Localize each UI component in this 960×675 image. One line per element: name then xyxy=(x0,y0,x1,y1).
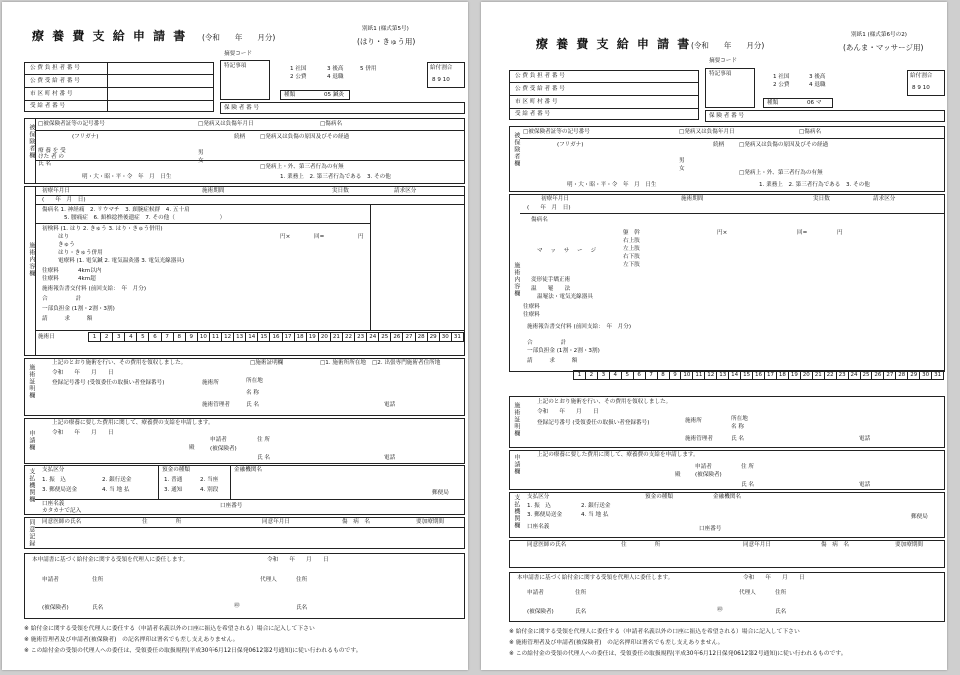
clinic-name-label: 名 称 xyxy=(246,390,259,396)
proxy-applicant-label: 申請者 xyxy=(42,577,59,583)
account-type-right: 預金の種類 xyxy=(645,494,673,500)
account-holder-label: 口座名義 xyxy=(42,501,65,507)
account-number-label: 口座番号 xyxy=(220,503,243,509)
public-recipient-label: 公 費 受 給 者 番 号 xyxy=(30,78,80,84)
post-office-label: 郵便局 xyxy=(432,490,449,496)
proxy-label-right: 代理人 xyxy=(739,590,756,596)
outbound-2: 往療料 xyxy=(42,276,59,282)
type-2: 2 公費 xyxy=(290,74,307,80)
side-application: 申請欄 xyxy=(27,430,35,451)
phone-right: 電話 xyxy=(859,436,871,442)
warm-compress-label: 温 罨 法 xyxy=(531,286,571,292)
note-3-right: ※ この給付金の受領の代理人への委任は、受領委任の取扱規程(平成30年6月12日保発0612第2号通知)に従い行われるものです。 xyxy=(509,651,847,657)
post-office-right: 郵便局 xyxy=(911,514,928,520)
proxy-applicant-right: 申請者 xyxy=(527,590,544,596)
consent-period-right: 要加療期間 xyxy=(895,542,923,548)
unit-yen: 円 xyxy=(358,234,364,240)
account-opt-4: 4. 別段 xyxy=(200,487,219,493)
proxy-name-right: 氏名 xyxy=(575,609,587,615)
era-date-text: ( 年 月 日) xyxy=(42,197,86,203)
part-right-arm: 右上肢 xyxy=(623,238,640,244)
applicant-name-label: 氏 名 xyxy=(257,455,270,461)
account-opt-2: 2. 当座 xyxy=(200,477,219,483)
form-hari-kyu xyxy=(2,2,468,670)
proxy-insured-label: (被保険者) xyxy=(42,605,69,611)
note-2-right: ※ 施術管理者及び申請者(被保険者) の記名押印は署名でも差し支えありません。 xyxy=(509,640,724,646)
disease-right: □ 傷病名 xyxy=(799,129,821,135)
gender-male: 男 xyxy=(198,150,204,156)
third-party-opts-right: 1. 業務上 2. 第三者行為である 3. その他 xyxy=(759,182,870,188)
phone-label: 電話 xyxy=(384,402,396,408)
pay-type-right: 支払区分 xyxy=(527,494,550,500)
applicant-phone-label: 電話 xyxy=(384,455,396,461)
form-number: 別紙1 (様式第5号) xyxy=(362,26,409,32)
proxy-address: 住所 xyxy=(296,577,308,583)
side-payment-right: 支払機関欄 xyxy=(512,494,520,529)
proxy-addr-right: 住所 xyxy=(775,590,787,596)
doc-fee-label: 施術報告書交付料 (前回支給： 年 月分) xyxy=(42,286,147,292)
cert-date-right: 令和 年 月 日 xyxy=(537,409,599,415)
type-2-right: 2 公費 xyxy=(773,82,790,88)
practitioner-name-label: 氏 名 xyxy=(246,402,259,408)
insured-person-right: (被保険者) xyxy=(695,472,722,478)
birth-right: 明・大・昭・平・令 年 月 日生 xyxy=(567,182,657,188)
account-type-label: 預金の種類 xyxy=(162,467,190,473)
benefit-ratio-label: 給付割合 xyxy=(430,65,453,71)
bank-name-right: 金融機関名 xyxy=(713,494,741,500)
bank-name-label: 金融機関名 xyxy=(234,467,262,473)
warm-electric-label: 温罨法・電気光線器具 xyxy=(537,294,593,300)
account-number-right: 口座番号 xyxy=(699,526,722,532)
fee-kyu: きゅう xyxy=(58,242,75,248)
third-party-right: □ 発病上・外、第三者行為の有無 xyxy=(739,170,823,176)
gender-female: 女 xyxy=(198,158,204,164)
account-opt-3: 3. 通知 xyxy=(164,487,183,493)
patient-name-label: 療 養 を 受 けた 者 の 氏 名 xyxy=(38,148,66,167)
consent-date-right: 同意年月日 xyxy=(743,542,771,548)
cert-note-right: 上記のとおり施術を行い、その費用を領収しました。 xyxy=(537,399,672,405)
period-right: 施術期間 xyxy=(681,196,704,202)
day-grid-right: 1 2 3 4 5 6 7 8 9 10 11 12 13 14 15 16 17 18 19 20 21 22 23 24 25 26 27 28 29 30 31 xyxy=(573,370,944,380)
part-left-arm: 左上肢 xyxy=(623,246,640,252)
disease-item-1: 傷病名 1. 神経痛 2. リウマチ 3. 頚腕症候群 4. 五十肩 xyxy=(42,207,190,213)
city-number-right: 市 区 町 村 番 号 xyxy=(515,99,558,105)
first-exam-label: 初療年月日 xyxy=(42,188,70,194)
copay-right: 一部負担金 (1割・2割・3割) xyxy=(527,348,600,354)
relation-right: 続柄 xyxy=(713,142,725,148)
cause-right: □ 発病又は負傷の原因及びその経過 xyxy=(739,142,828,148)
practitioner-label: 施術管理者 xyxy=(202,402,230,408)
gender-female-right: 女 xyxy=(679,166,685,172)
note-1-right: ※ 給付金に関する受領を代理人に委任する（申請者名義以外の口座に振込を希望される）場合に記入して下さい xyxy=(509,629,800,635)
pay-opt-4: 4. 当 地 払 xyxy=(102,487,130,493)
consent-section xyxy=(24,517,465,549)
unit-right-3: 円 xyxy=(837,230,843,236)
public-recipient-right: 公 費 受 給 者 番 号 xyxy=(515,86,565,92)
unit-right-2: 回= xyxy=(797,230,808,236)
city-number-label: 市 区 町 村 番 号 xyxy=(30,91,73,97)
fee-electro: 電療料 (1. 電気鍼 2. 電気温灸器 3. 電気光線器具) xyxy=(58,258,185,264)
onset-right: □ 発病又は負傷年月日 xyxy=(679,129,735,135)
recipient-number-label: 受 給 者 番 号 xyxy=(30,103,66,109)
furigana-right: (フリガナ) xyxy=(557,142,584,148)
clinic-label: 施術所 xyxy=(202,380,219,386)
correction-label: 変形徒手矯正術 xyxy=(531,277,571,283)
period-label: 施術期間 xyxy=(202,188,225,194)
seal-mark: ㊞ xyxy=(234,603,240,609)
practitioner-name-right: 氏 名 xyxy=(731,436,744,442)
side-cert-right: 施術証明欄 xyxy=(512,402,520,437)
applicant-address-right: 住 所 xyxy=(741,464,754,470)
massage-label: マ ッ サ ー ジ xyxy=(537,248,600,254)
doc-fee-right: 施術報告書交付料 (前回支給： 年 月分) xyxy=(527,324,632,330)
consent-disease-label: 傷 病 名 xyxy=(342,519,370,525)
proxy-name2-label: 氏名 xyxy=(296,605,308,611)
fee-combined: はり・きゅう併用 xyxy=(58,250,103,256)
insurer-number-label: 保 険 者 番 号 xyxy=(224,105,260,111)
form-number-right: 別紙1 (様式第6号の2) xyxy=(851,32,907,38)
proxy-text: 本申請書に基づく給付金に関する受領を代理人に委任します。 xyxy=(32,557,189,563)
onset-date-label: □ 発病又は負傷年月日 xyxy=(198,121,254,127)
benefit-values-right: 8 9 10 xyxy=(912,85,930,91)
cert-check-1: □ 施術証明欄 xyxy=(250,360,283,366)
day-grid: 1 2 3 4 5 6 7 8 9 10 11 12 13 14 15 16 17 18 19 20 21 22 23 24 25 26 27 28 29 30 31 xyxy=(88,332,464,342)
copay-label: 一部負担金 (1割・2割・3割) xyxy=(42,306,115,312)
cert-check-2: □ 1. 施術所所在地 xyxy=(320,360,366,366)
pay-type-label: 支払区分 xyxy=(42,467,65,473)
type-3-right: 3 後高 xyxy=(809,74,826,80)
furigana-label: (フリガナ) xyxy=(72,134,99,140)
claim-type-label: 請求区分 xyxy=(394,188,417,194)
benefit-values: 8 9 10 xyxy=(432,77,450,83)
proxy-applicant-address: 住所 xyxy=(92,577,104,583)
proxy-label: 代理人 xyxy=(260,577,277,583)
clinic-right: 施術所 xyxy=(685,418,702,424)
proxy-text-right: 本申請書に基づく給付金に関する受領を代理人に委任します。 xyxy=(517,575,674,581)
applicant-name-right: 氏 名 xyxy=(741,482,754,488)
seal-mark-right: ㊞ xyxy=(717,607,723,613)
consent-right xyxy=(509,540,945,568)
consent-address-label: 住 所 xyxy=(142,519,182,525)
disease-label: □ 傷病名 xyxy=(320,121,342,127)
birth-date: 明・大・昭・平・令 年 月 日生 xyxy=(82,174,172,180)
treatment-days-label: 施術日 xyxy=(38,334,55,340)
insurer-number-label-right: 保 険 者 番 号 xyxy=(709,113,745,119)
side-certification: 施術証明欄 xyxy=(27,364,35,399)
note-2: ※ 施術管理者及び申請者(被保険者) の記名押印は署名でも差し支えありません。 xyxy=(24,637,239,643)
category-value-right: 06 マ xyxy=(807,100,822,106)
consent-disease-right: 傷 病 名 xyxy=(821,542,849,548)
side-insured-right: 被保険者欄 xyxy=(512,132,520,167)
form-type: (はり・きゅう用) xyxy=(357,37,416,46)
applicant-address-label: 住 所 xyxy=(257,437,270,443)
part-left-leg: 左下肢 xyxy=(623,262,640,268)
public-insurer-right: 公 費 負 担 者 番 号 xyxy=(515,73,565,79)
outbound-right-1: 往療料 xyxy=(523,304,540,310)
recipient-number-right: 受 給 者 番 号 xyxy=(515,111,551,117)
side-treatment: 施術内容欄 xyxy=(27,242,35,277)
insured-sign-label: □ 被保険者証等の記号番号 xyxy=(38,121,105,127)
apply-date: 令和 年 月 日 xyxy=(52,430,114,436)
proxy-date-right: 令和 年 月 日 xyxy=(743,575,805,581)
public-insurer-label: 公 費 負 担 者 番 号 xyxy=(30,65,80,71)
gender-male-right: 男 xyxy=(679,158,685,164)
pay-opt-1: 1. 振 込 xyxy=(42,477,66,483)
insured-sign-right: □ 被保険者証等の記号番号 xyxy=(523,129,590,135)
dono-text: 殿 xyxy=(189,445,195,451)
account-opt-1: 1. 普通 xyxy=(164,477,183,483)
outbound-sub-1: 4km以内 xyxy=(78,268,102,274)
pay-opt-3: 3. 郵便局送金 xyxy=(42,487,78,493)
apply-text: 上記の療養に要した費用に関して、療養費の支給を申請します。 xyxy=(52,420,214,426)
relation-label: 続柄 xyxy=(234,134,246,140)
note-1: ※ 給付金に関する受領を代理人に委任する（申請者名義以外の口座に振込を希望される）場合に記入して下さい xyxy=(24,626,315,632)
cert-note: 上記のとおり施術を行い、その費用を領収しました。 xyxy=(52,360,187,366)
form-title-right: 療 養 費 支 給 申 請 書 xyxy=(536,37,692,51)
pay-opt-1-right: 1. 振 込 xyxy=(527,503,551,509)
unit-yen-times: 円× xyxy=(280,234,291,240)
days-label: 実日数 xyxy=(332,188,349,194)
days-right: 実日数 xyxy=(813,196,830,202)
clinic-name-right: 名 称 xyxy=(731,424,744,430)
form-title: 療 養 費 支 給 申 請 書 xyxy=(32,29,188,43)
applicant-right: 申請者 xyxy=(695,464,712,470)
cert-date: 令和 年 月 日 xyxy=(52,370,114,376)
fee-first-exam: 初検料 (1. はり 2. きゅう 3. はり・きゅう併用) xyxy=(42,226,163,232)
disease-name-right: 傷病名 xyxy=(531,217,548,223)
category-label-right: 種類 xyxy=(767,100,779,106)
era-month: (令和 年 月分) xyxy=(202,33,276,42)
clinic-address-right: 所在地 xyxy=(731,416,748,422)
disease-item-2: 5. 腰痛症 6. 頚椎捻挫後遺症 7. その他（ ） xyxy=(64,215,226,221)
form-type-right: (あんま・マッサージ用) xyxy=(843,43,924,52)
pay-opt-3-right: 3. 郵便局送金 xyxy=(527,512,563,518)
dono-right: 殿 xyxy=(675,472,681,478)
proxy-insured-right: (被保険者) xyxy=(527,609,554,615)
applicant-label: 申請者 xyxy=(210,437,227,443)
unit-right-1: 円× xyxy=(717,230,728,236)
proxy-name-label: 氏名 xyxy=(92,605,104,611)
pay-opt-2: 2. 銀行送金 xyxy=(102,477,132,483)
side-treatment-right: 施術内容欄 xyxy=(512,262,520,297)
consent-doctor-right: 同意医師の氏名 xyxy=(527,542,567,548)
proxy-name2-right: 氏名 xyxy=(775,609,787,615)
outbound-1: 往療料 xyxy=(42,268,59,274)
era-date-right: ( 年 月 日) xyxy=(527,205,571,211)
proxy-date: 令和 年 月 日 xyxy=(267,557,329,563)
claim-label: 請 求 額 xyxy=(42,316,93,322)
reg-number-label: 登録記号番号 (受領委任の取扱い者登録番号) xyxy=(52,380,165,386)
applicant-phone-right: 電話 xyxy=(859,482,871,488)
type-1: 1 社国 xyxy=(290,66,307,72)
special-note-label: 特記事項 xyxy=(224,63,247,69)
type-4-right: 4 退職 xyxy=(809,82,826,88)
clinic-address-label: 所在地 xyxy=(246,378,263,384)
side-application-right: 申請欄 xyxy=(512,454,520,475)
third-party-options: 1. 業務上 2. 第三者行為である 3. その他 xyxy=(280,174,391,180)
special-note-label-right: 特記事項 xyxy=(709,71,732,77)
settlement-code-label: 摘要コード xyxy=(224,51,252,57)
settlement-code-right: 摘要コード xyxy=(709,58,737,64)
part-right-leg: 右下肢 xyxy=(623,254,640,260)
unit-count: 回= xyxy=(314,234,325,240)
holder-right: 口座名義 xyxy=(527,524,550,530)
type-5: 5 併用 xyxy=(360,66,377,72)
pay-opt-2-right: 2. 銀行送金 xyxy=(581,503,611,509)
total-right: 合 計 xyxy=(527,340,567,346)
reg-number-right: 登録記号番号 (受領委任の取扱い者登録番号) xyxy=(537,420,650,426)
consent-period-label: 要加療期間 xyxy=(416,519,444,525)
outbound-right-2: 往療料 xyxy=(523,312,540,318)
consent-doctor-label: 同意医師の氏名 xyxy=(42,519,82,525)
type-4: 4 退職 xyxy=(327,74,344,80)
claim-type-right: 請求区分 xyxy=(873,196,896,202)
total-label: 合 計 xyxy=(42,296,82,302)
cert-check-3: □ 2. 出張専門施術者住所地 xyxy=(372,360,440,366)
consent-date-label: 同意年月日 xyxy=(262,519,290,525)
insured-person-label: (被保険者) xyxy=(210,446,237,452)
pay-opt-4-right: 4. 当 地 払 xyxy=(581,512,609,518)
benefit-ratio-label-right: 給付割合 xyxy=(910,73,933,79)
side-payment: 支払機関欄 xyxy=(27,468,35,503)
katakana-hint: カタカナで記入 xyxy=(42,508,82,514)
first-exam-right: 初療年月日 xyxy=(541,196,569,202)
category-value: 05 鍼灸 xyxy=(324,92,345,98)
treatment-section-right xyxy=(509,194,945,372)
note-3: ※ この給付金の受領の代理人への委任は、受領委任の取扱規程(平成30年6月12日保発0612第2号通知)に従い行われるものです。 xyxy=(24,648,362,654)
type-1-right: 1 社国 xyxy=(773,74,790,80)
proxy-address-label-right: 住所 xyxy=(575,590,587,596)
claim-right: 請 求 額 xyxy=(527,358,578,364)
category-label: 種類 xyxy=(284,92,296,98)
type-3: 3 後高 xyxy=(327,66,344,72)
outbound-sub-2: 4km超 xyxy=(78,276,96,282)
consent-address-right: 住 所 xyxy=(621,542,661,548)
form-massage xyxy=(481,2,947,670)
certification-section xyxy=(24,358,465,416)
part-trunk: 躯 幹 xyxy=(623,230,640,236)
cause-label: □ 発病又は負傷の原因及びその経過 xyxy=(260,134,349,140)
era-month-right: (令和 年 月分) xyxy=(691,41,765,50)
third-party-label: □ 発病上・外、第三者行為の有無 xyxy=(260,164,344,170)
practitioner-right: 施術管理者 xyxy=(685,436,713,442)
apply-text-right: 上記の療養に要した費用に関して、療養費の支給を申請します。 xyxy=(537,452,699,458)
side-consent: 同意記録 xyxy=(27,519,35,547)
side-insured: 被保険者欄 xyxy=(27,124,35,159)
fee-hari: はり xyxy=(58,234,70,240)
